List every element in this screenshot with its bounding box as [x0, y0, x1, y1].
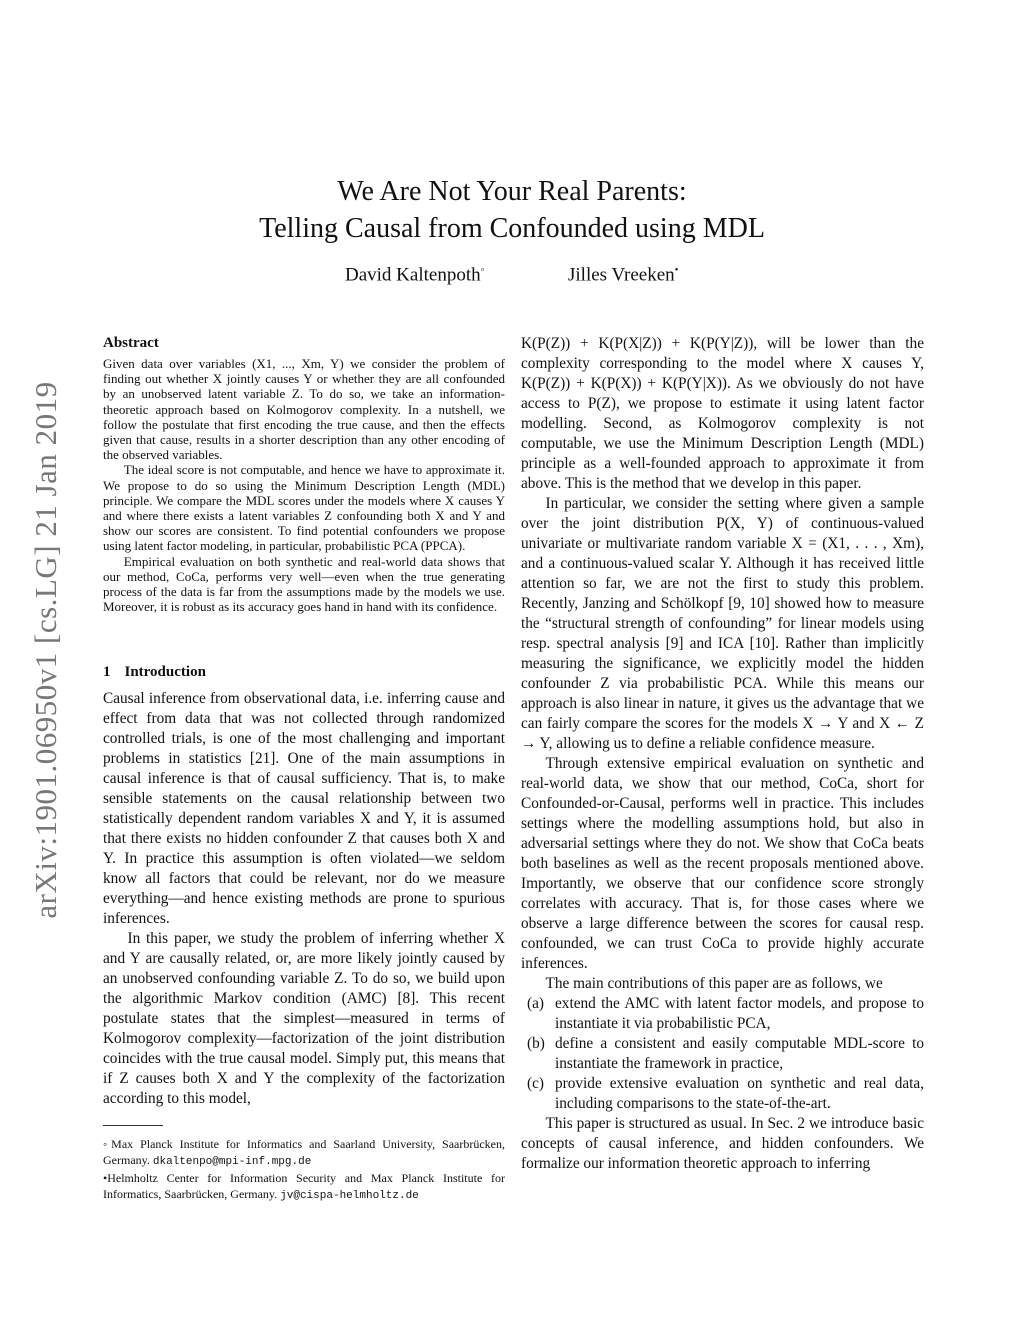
footnote-2-email[interactable]: jv@cispa-helmholtz.de	[280, 1190, 419, 1202]
contribution-label: (c)	[527, 1075, 544, 1092]
introduction-body	[103, 689, 505, 1109]
right-paragraph: K(P(Z)) + K(P(X|Z)) + K(P(Y|Z)), will be lower than the complexity corresponding to the model where X causes Y, K(P(Z)) + K(P(X)) + K(P(Y|X)). As we obviously do not have access to P(Z), we propose to estimate it using latent factor modelling. Second, as Kolmogorov complexity is not computable, we use the Minimum Description Length (MDL) principle as a well-founded approach to approximate it from above. This is the method that we develop in this paper.	[521, 335, 924, 492]
contribution-text: extend the AMC with latent factor models, and propose to instantiate it via probabilistic PCA,	[555, 995, 924, 1032]
right-paragraph: Through extensive empirical evaluation on synthetic and real-world data, we show that our method, CoCa, short for Confounded-or-Causal, performs well in practice. This includes settings where the modelling assumptions hold, but also in adversarial settings where they do not. We show that CoCa beats both baselines as well as the recent proposals mentioned above. Importantly, we observe that our confidence score strongly correlates with accuracy. That is, for those cases where we observe a large difference between the scores for causal resp. confounded, we can trust CoCa to provide highly accurate inferences.	[521, 755, 924, 972]
footnotes	[103, 1136, 505, 1204]
contribution-text: define a consistent and easily computable MDL-score to instantiate the framework in practice,	[555, 1035, 924, 1072]
footnote-1-email[interactable]: dkaltenpo@mpi-inf.mpg.de	[152, 1156, 312, 1168]
abstract-paragraph: Empirical evaluation on both synthetic and real-world data shows that our method, CoCa, performs very well—even when the true generating process of the data is far from the assumptions made by the models we use. Moreover, it is robust as its accuracy goes hand in hand with its confidence.	[103, 553, 505, 615]
author-1	[345, 264, 485, 286]
abstract-paragraph: Given data over variables (X1, ..., Xm, Y) we consider the problem of finding out whether X jointly causes Y or whether they are all confounded by an unobserved latent variable Z. To do so, we take an information-theoretic approach based on Kolmogorov complexity. In a nutshell, we follow the postulate that first encoding the true cause, and then the effects given that cause, results in a shorter description than any other encoding of the observed variables.	[103, 356, 505, 463]
contribution-label: (b)	[527, 1035, 545, 1052]
arxiv-identifier: arXiv:1901.06950v1 [cs.LG] 21 Jan 2019	[28, 381, 63, 919]
intro-paragraph: Causal inference from observational data, i.e. inferring cause and effect from data that was not collected through randomized controlled trials, is one of the most challenging and important problems in statistics [21]. One of the main assumptions in causal inference is that of causal sufficiency. That is, to make sensible statements on the causal relationship between two statistically dependent random variables X and Y, it is assumed that there exists no hidden confounder Z that causes both X and Y. In practice this assumption is often violated—we seldom know all factors that could be relevant, nor do we measure everything—and hence existing methods are prone to spurious inferences.	[103, 690, 505, 927]
abstract-heading: Abstract	[103, 335, 159, 351]
section-number: 1	[103, 664, 111, 680]
footnote-2-text: •Helmholtz Center for Information Security and Max Planck Institute for Informatics, Saarbrücken, Germany.	[103, 1171, 505, 1201]
closing-paragraph: This paper is structured as usual. In Sec. 2 we introduce basic concepts of causal inference, and hidden confounders. We formalize our information theoretic approach to inferring	[521, 1115, 924, 1172]
author-2-name: Jilles Vreeken	[568, 264, 675, 286]
footnote-rule	[103, 1125, 163, 1126]
paper-title-line-2: Telling Causal from Confounded using MDL	[259, 213, 765, 244]
author-1-name: David Kaltenpoth	[345, 264, 481, 286]
intro-paragraph: In this paper, we study the problem of inferring whether X and Y are causally related, or, are more likely jointly caused by an unobserved confounding variable Z. To do so, we build upon the algorithmic Markov condition (AMC) [8]. This recent postulate states that the simplest—measured in terms of Kolmogorov complexity—factorization of the joint distribution coincides with the true causal model. Simply put, this means that if Z causes both X and Y the complexity of the factorization according to this model,	[103, 930, 505, 1107]
footnote-1-text: ◦Max Planck Institute for Informatics and Saarland University, Saarbrücken, Germany.	[103, 1137, 505, 1167]
contributions-list	[521, 994, 924, 1114]
abstract-body	[103, 356, 505, 614]
footnote-2	[103, 1170, 505, 1204]
arxiv-stamp	[22, 355, 70, 945]
section-heading	[103, 664, 505, 681]
footnote-1	[103, 1136, 505, 1170]
contribution-item	[521, 1034, 924, 1074]
author-2	[568, 264, 679, 286]
section-title: Introduction	[124, 664, 206, 680]
author-1-affiliation-mark: ◦	[480, 264, 485, 276]
right-column-body	[521, 334, 924, 1174]
contribution-item	[521, 1074, 924, 1114]
paper-title-line-1: We Are Not Your Real Parents:	[337, 176, 687, 207]
contribution-text: provide extensive evaluation on synthetic and real data, including comparisons to the state-of-the-art.	[555, 1075, 924, 1112]
author-2-affiliation-mark: •	[674, 264, 679, 276]
contribution-label: (a)	[527, 995, 544, 1012]
right-paragraph: In particular, we consider the setting where given a sample over the joint distribution P(X, Y) of continuous-valued univariate or multivariate random variable X = (X1, . . . , Xm), and a continuous-valued scalar Y. Although it has received little attention so far, we are not the first to study this problem. Recently, Janzing and Schölkopf [9, 10] showed how to measure the “structural strength of confounding” for linear models using resp. spectral analysis [9] and ICA [10]. Rather than implicitly measuring the significance, we explicitly model the hidden confounder Z via probabilistic PCA. While this means our approach is also linear in nature, it gives us the advantage that we can fairly compare the scores for the models X → Y and X ← Z → Y, allowing us to define a reliable confidence measure.	[521, 495, 924, 752]
contribution-item	[521, 994, 924, 1034]
abstract-paragraph: The ideal score is not computable, and hence we have to approximate it. We propose to do so using the Minimum Description Length (MDL) principle. We compare the MDL scores under the models where X causes Y and where there exists a latent variables Z confounding both X and Y and show our scores are consistent. To find potential confounders we propose using latent factor modeling, in particular, probabilistic PCA (PPCA).	[103, 462, 505, 554]
right-paragraph: The main contributions of this paper are as follows, we	[545, 975, 883, 992]
